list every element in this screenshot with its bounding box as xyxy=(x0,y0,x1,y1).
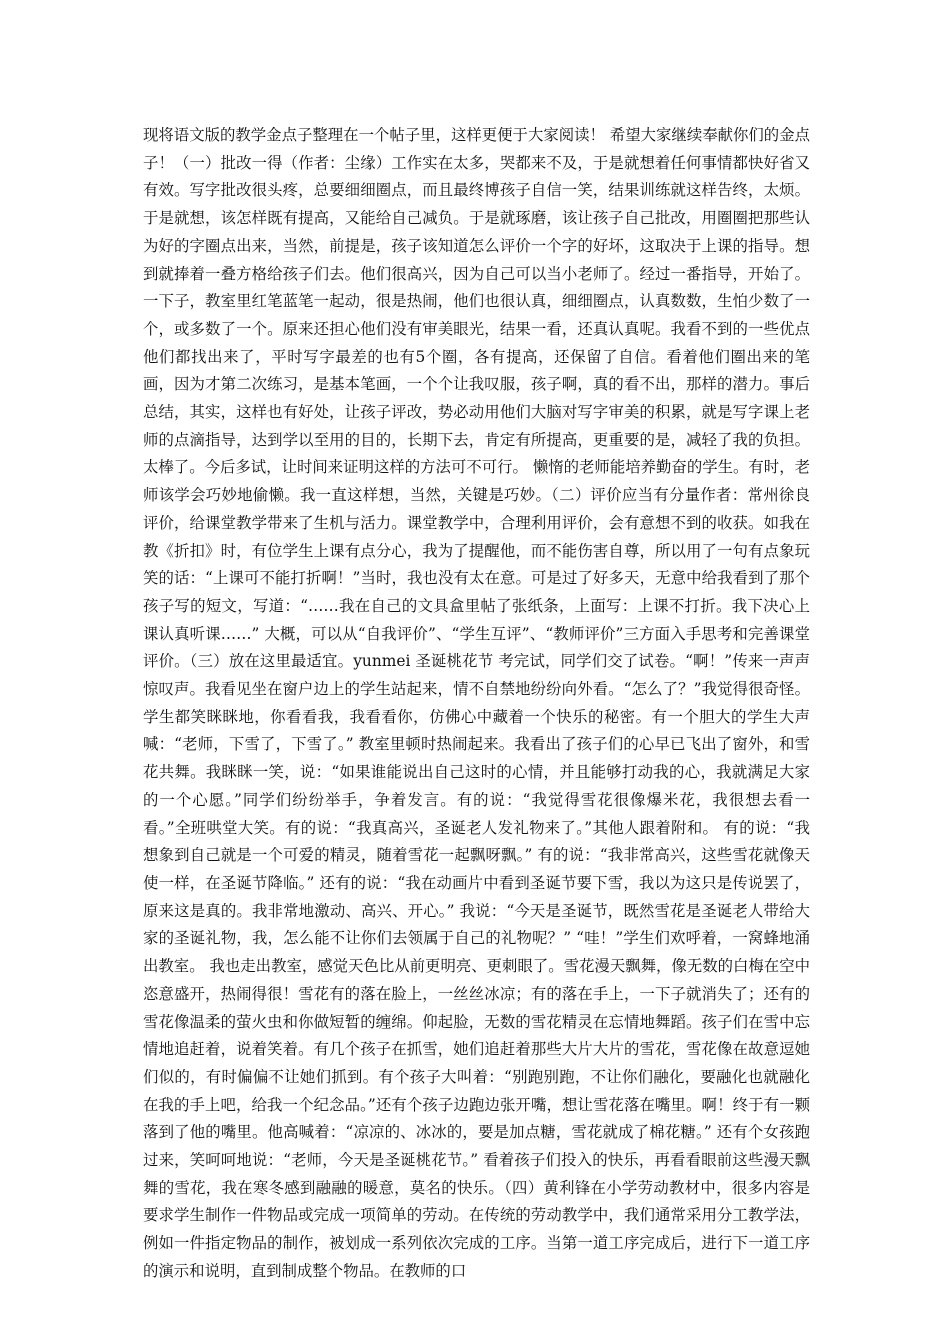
document-body-text: 现将语文版的教学金点子整理在一个帖子里，这样更便于大家阅读！ 希望大家继续奉献你们的金点子！（一）批改一得（作者：尘缘）工作实在太多，哭都来不及，于是就想着任何事情都快好省又有效。写字批改很头疼，总要细细圈点，而且最终博孩子自信一笑，结果训练就这样告终，太烦。于是就想，该怎样既有提高，又能给自己减负。于是就琢磨，该让孩子自己批改，用圈圈把那些认为好的字圈点出来，当然，前提是，孩子该知道怎么评价一个字的好坏，这取决于上课的指导。想到就捧着一叠方格给孩子们去。他们很高兴，因为自己可以当小老师了。经过一番指导，开始了。一下子，教室里红笔蓝笔一起动，很是热闹，他们也很认真，细细圈点，认真数数，生怕少数了一个，或多数了一个。原来还担心他们没有审美眼光，结果一看，还真认真呢。我看不到的一些优点他们都找出来了，平时写字最差的也有5个圈，各有提高，还保留了自信。看着他们圈出来的笔画，因为才第二次练习，是基本笔画，一个个让我叹服，孩子啊，真的看不出，那样的潜力。事后总结，其实，这样也有好处，让孩子评改，势必动用他们大脑对写字审美的积累，就是写字课上老师的点滴指导，达到学以至用的目的，长期下去，肯定有所提高，更重要的是，减轻了我的负担。太棒了。今后多试，让时间来证明这样的方法可不可行。 懒惰的老师能培养勤奋的学生。有时，老师该学会巧妙地偷懒。我一直这样想，当然，关键是巧妙。（二）评价应当有分量作者：常州徐良 评价，给课堂教学带来了生机与活力。课堂教学中，合理利用评价，会有意想不到的收获。如我在教《折扣》时，有位学生上课有点分心，我为了提醒他，而不能伤害自尊，所以用了一句有点象玩笑的话：“上课可不能打折啊！”当时，我也没有太在意。可是过了好多天，无意中给我看到了那个孩子写的短文，写道：“……我在自己的文具盒里帖了张纸条，上面写：上课不打折。我下决心上课认真听课……” 大概，可以从“自我评价”、“学生互评”、“教师评价”三方面入手思考和完善课堂评价。（三）放在这里最适宜。yunmei 圣诞桃花节 考完试，同学们交了试卷。“啊！”传来一声声惊叹声。我看见坐在窗户边上的学生站起来，情不自禁地纷纷向外看。“怎么了？”我觉得很奇怪。学生都笑眯眯地，你看看我，我看看你，仿佛心中藏着一个快乐的秘密。有一个胆大的学生大声喊：“老师，下雪了，下雪了。” 教室里顿时热闹起来。我看出了孩子们的心早已飞出了窗外，和雪花共舞。我眯眯一笑，说：“如果谁能说出自己这时的心情，并且能够打动我的心，我就满足大家的一个心愿。”同学们纷纷举手，争着发言。有的说：“我觉得雪花很像爆米花，我很想去看一看。”全班哄堂大笑。有的说：“我真高兴，圣诞老人发礼物来了。”其他人跟着附和。 有的说：“我想象到自己就是一个可爱的精灵，随着雪花一起飘呀飘。” 有的说：“我非常高兴，这些雪花就像天使一样，在圣诞节降临。” 还有的说：“我在动画片中看到圣诞节要下雪，我以为这只是传说罢了，原来这是真的。我非常地激动、高兴、开心。” 我说：“今天是圣诞节，既然雪花是圣诞老人带给大家的圣诞礼物，我，怎么能不让你们去领属于自己的礼物呢？” “哇！”学生们欢呼着，一窝蜂地涌出教室。 我也走出教室，感觉天色比从前更明亮、更刺眼了。雪花漫天飘舞，像无数的白梅在空中恣意盛开，热闹得很！雪花有的落在脸上，一丝丝冰凉；有的落在手上，一下子就消失了；还有的雪花像温柔的萤火虫和你做短暂的缠绵。仰起脸，无数的雪花精灵在忘情地舞蹈。孩子们在雪中忘情地追赶着，说着笑着。有几个孩子在抓雪，她们追赶着那些大片大片的雪花，雪花像在故意逗她们似的，有时偏偏不让她们抓到。有个孩子大叫着：“别跑别跑，不让你们融化，要融化也就融化在我的手上吧，给我一个纪念品。”还有个孩子边跑边张开嘴，想让雪花落在嘴里。啊！终于有一颗落到了他的嘴里。他高喊着：“凉凉的、冰冰的，要是加点糖，雪花就成了棉花糖。” 还有个女孩跑过来，笑呵呵地说：“老师，今天是圣诞桃花节。” 看着孩子们投入的快乐，再看看眼前这些漫天飘舞的雪花，我在寒冬感到融融的暖意，莫名的快乐。（四）黄利锋在小学劳动教材中，很多内容是要求学生制作一件物品或完成一项简单的劳动。在传统的劳动教学中，我们通常采用分工教学法，例如一件指定物品的制作，被划成一系列依次完成的工序。当第一道工序完成后，进行下一道工序的演示和说明，直到制成整个物品。在教师的口 xyxy=(143,126,810,1280)
